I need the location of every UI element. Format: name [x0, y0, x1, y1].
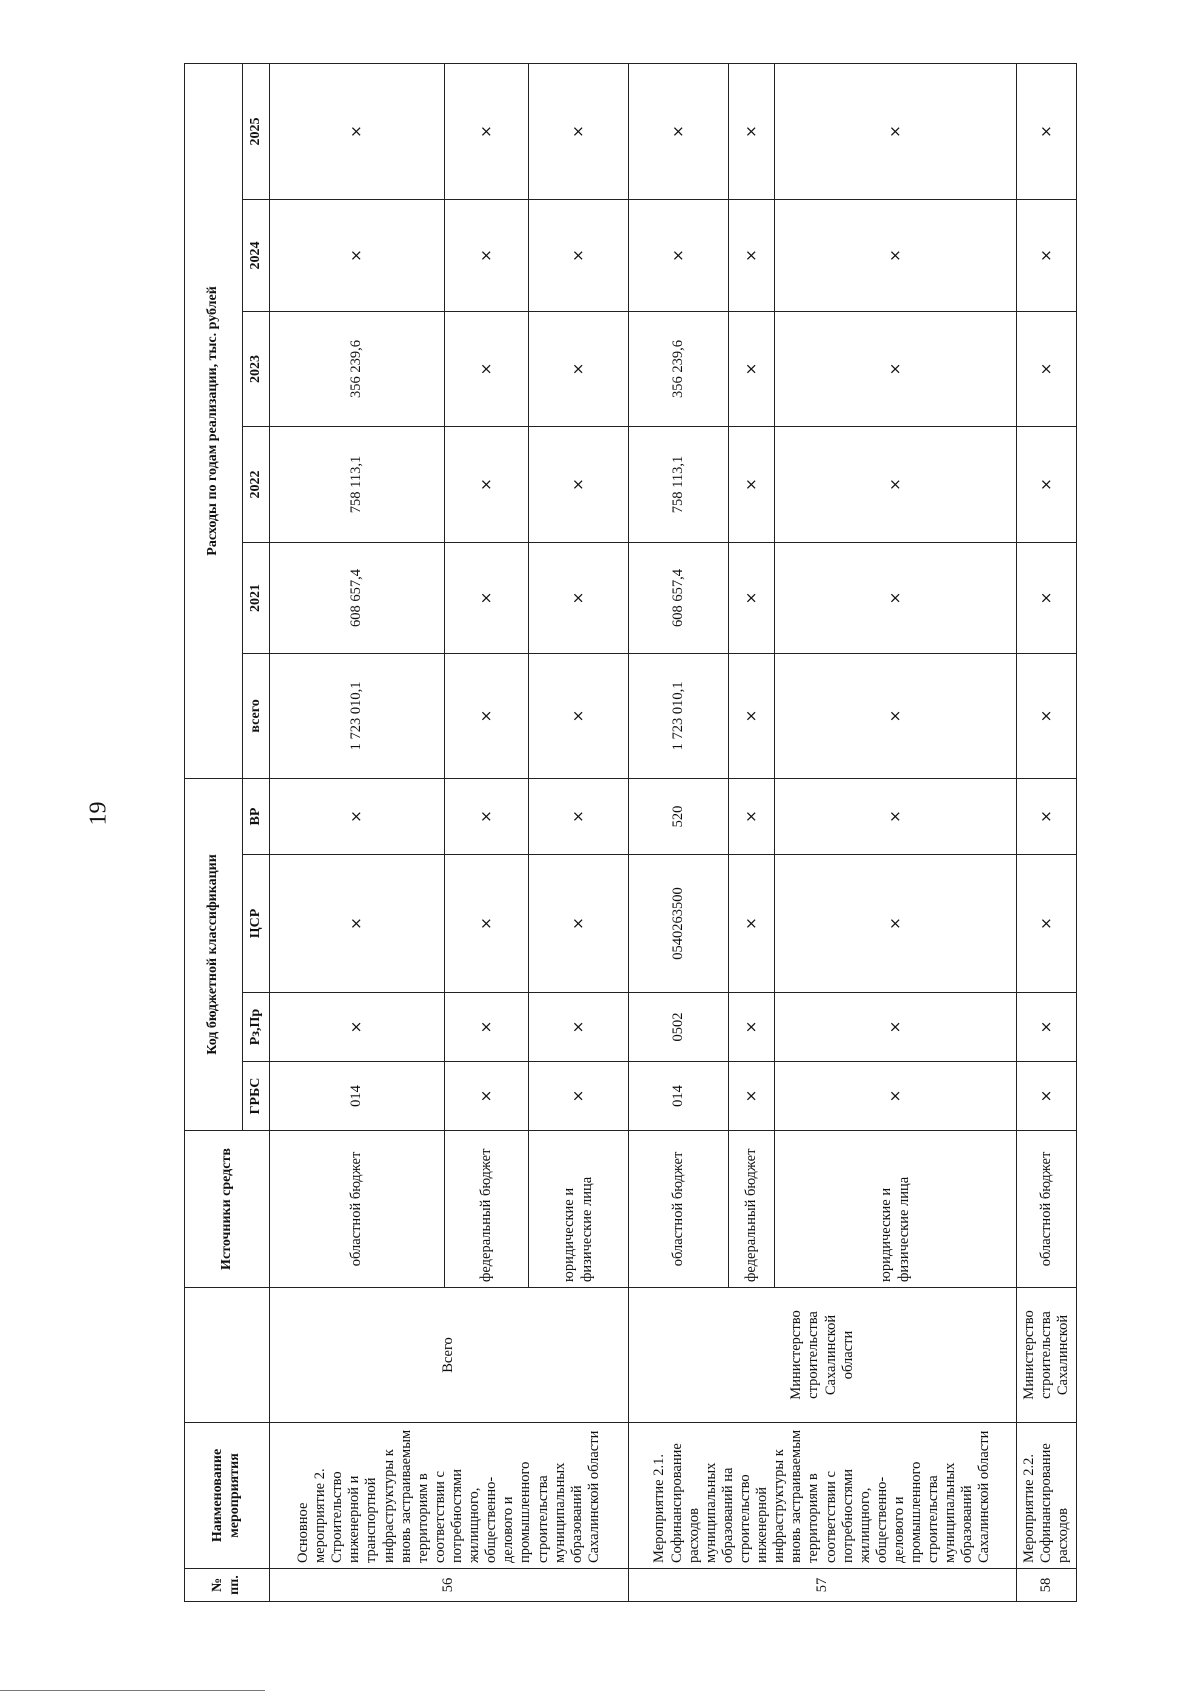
measure-name: Основное мероприятие 2. Строительство инженерной и транспортной инфраструктуры к вновь застраиваемым территориям в соответствии с потребностями жилищного, общественно-делового и промышленного строительства муниципальных образований Сахалинской области — [270, 1423, 629, 1569]
rotated-table-wrapper — [184, 64, 1076, 1602]
rzpr-cell: × — [445, 993, 529, 1062]
budget-code-group-header: Код бюджетной классификации — [185, 778, 243, 1130]
funding-source: федеральный бюджет — [445, 1131, 529, 1288]
year-2025-cell: × — [629, 63, 729, 199]
col-2025-header: 2025 — [243, 63, 270, 199]
vr-cell: × — [1017, 778, 1077, 854]
funding-source: федеральный бюджет — [729, 1131, 775, 1288]
row-number: 58 — [1017, 1569, 1077, 1602]
year-2024-cell: × — [529, 199, 629, 311]
total-cell: × — [445, 653, 529, 778]
grbs-cell: × — [1017, 1062, 1077, 1131]
year-2021-cell: × — [775, 542, 1017, 653]
col-vr-header: ВР — [243, 778, 270, 854]
year-2022-cell: 758 113,1 — [629, 426, 729, 542]
year-2024-cell: × — [629, 199, 729, 311]
grbs-cell: × — [529, 1062, 629, 1131]
measure-name: Мероприятие 2.1. Софинансирование расходов муниципальных образований на строительство инженерной инфраструктуры к вновь застраиваемым территориям в соответствии с потребностями жилищного, общественно-делового и промышленного строительства муниципальных образований Сахалинской области — [629, 1423, 1017, 1569]
rzpr-cell: × — [775, 993, 1017, 1062]
executor: Всего — [270, 1288, 629, 1423]
year-2023-cell: × — [1017, 311, 1077, 426]
year-2022-cell: × — [775, 426, 1017, 542]
year-2021-cell: 608 657,4 — [270, 542, 445, 653]
csr-cell: × — [1017, 855, 1077, 993]
funding-source: областной бюджет — [270, 1131, 445, 1288]
col-num-header: № пп. — [185, 1569, 270, 1602]
year-2024-cell: × — [270, 199, 445, 311]
year-2024-cell: × — [729, 199, 775, 311]
scan-edge-line — [0, 1690, 265, 1691]
funding-source: областной бюджет — [1017, 1131, 1077, 1288]
table-row — [1017, 63, 1077, 1601]
col-2024-header: 2024 — [243, 199, 270, 311]
col-total-header: всего — [243, 653, 270, 778]
executor: Министерство строительства Сахалинской области — [629, 1288, 1017, 1423]
col-grbs-header: ГРБС — [243, 1062, 270, 1131]
year-2024-cell: × — [775, 199, 1017, 311]
year-2021-cell: 608 657,4 — [629, 542, 729, 653]
col-source-header: Источники средств — [185, 1131, 270, 1288]
year-2023-cell: × — [775, 311, 1017, 426]
total-cell: 1 723 010,1 — [629, 653, 729, 778]
rzpr-cell: × — [729, 993, 775, 1062]
year-2021-cell: × — [1017, 542, 1077, 653]
vr-cell: 520 — [629, 778, 729, 854]
year-2023-cell: 356 239,6 — [629, 311, 729, 426]
header-row-1 — [185, 63, 243, 1601]
col-2022-header: 2022 — [243, 426, 270, 542]
year-2023-cell: × — [445, 311, 529, 426]
funding-source: юридические и физические лица — [775, 1131, 1017, 1288]
year-2025-cell: × — [529, 63, 629, 199]
col-2021-header: 2021 — [243, 542, 270, 653]
rzpr-cell: × — [1017, 993, 1077, 1062]
total-cell: × — [529, 653, 629, 778]
vr-cell: × — [775, 778, 1017, 854]
col-2023-header: 2023 — [243, 311, 270, 426]
csr-cell: × — [775, 855, 1017, 993]
budget-table — [184, 63, 1077, 1602]
csr-cell: 0540263500 — [629, 855, 729, 993]
year-2022-cell: × — [729, 426, 775, 542]
grbs-cell: 014 — [629, 1062, 729, 1131]
year-2022-cell: × — [529, 426, 629, 542]
col-rzpr-header: Рз,Пр — [243, 993, 270, 1062]
expenses-group-header: Расходы по годам реализации, тыс. рублей — [185, 63, 243, 778]
vr-cell: × — [529, 778, 629, 854]
year-2023-cell: 356 239,6 — [270, 311, 445, 426]
col-csr-header: ЦСР — [243, 855, 270, 993]
year-2025-cell: × — [729, 63, 775, 199]
vr-cell: × — [270, 778, 445, 854]
year-2024-cell: × — [1017, 199, 1077, 311]
rzpr-cell: × — [270, 993, 445, 1062]
year-2025-cell: × — [270, 63, 445, 199]
csr-cell: × — [270, 855, 445, 993]
row-number: 57 — [629, 1569, 1017, 1602]
executor: Министерство строительства Сахалинской — [1017, 1288, 1077, 1423]
grbs-cell: 014 — [270, 1062, 445, 1131]
csr-cell: × — [445, 855, 529, 993]
year-2023-cell: × — [529, 311, 629, 426]
year-2022-cell: × — [1017, 426, 1077, 542]
measure-name: Мероприятие 2.2. Софинансирование расходов — [1017, 1423, 1077, 1569]
grbs-cell: × — [775, 1062, 1017, 1131]
csr-cell: × — [529, 855, 629, 993]
year-2025-cell: × — [775, 63, 1017, 199]
total-cell: 1 723 010,1 — [270, 653, 445, 778]
funding-source: юридические и физические лица — [529, 1131, 629, 1288]
table-row — [629, 63, 729, 1601]
page-number: 19 — [85, 801, 112, 826]
year-2022-cell: 758 113,1 — [270, 426, 445, 542]
year-2025-cell: × — [1017, 63, 1077, 199]
col-executor-header — [185, 1288, 270, 1423]
table-row — [270, 63, 445, 1601]
rzpr-cell: 0502 — [629, 993, 729, 1062]
csr-cell: × — [729, 855, 775, 993]
funding-source: областной бюджет — [629, 1131, 729, 1288]
year-2023-cell: × — [729, 311, 775, 426]
grbs-cell: × — [729, 1062, 775, 1131]
total-cell: × — [775, 653, 1017, 778]
rzpr-cell: × — [529, 993, 629, 1062]
year-2024-cell: × — [445, 199, 529, 311]
year-2021-cell: × — [445, 542, 529, 653]
row-number: 56 — [270, 1569, 629, 1602]
total-cell: × — [1017, 653, 1077, 778]
vr-cell: × — [445, 778, 529, 854]
col-name-header: Наименование мероприятия — [185, 1423, 270, 1569]
total-cell: × — [729, 653, 775, 778]
year-2025-cell: × — [445, 63, 529, 199]
vr-cell: × — [729, 778, 775, 854]
grbs-cell: × — [445, 1062, 529, 1131]
year-2021-cell: × — [729, 542, 775, 653]
year-2022-cell: × — [445, 426, 529, 542]
year-2021-cell: × — [529, 542, 629, 653]
